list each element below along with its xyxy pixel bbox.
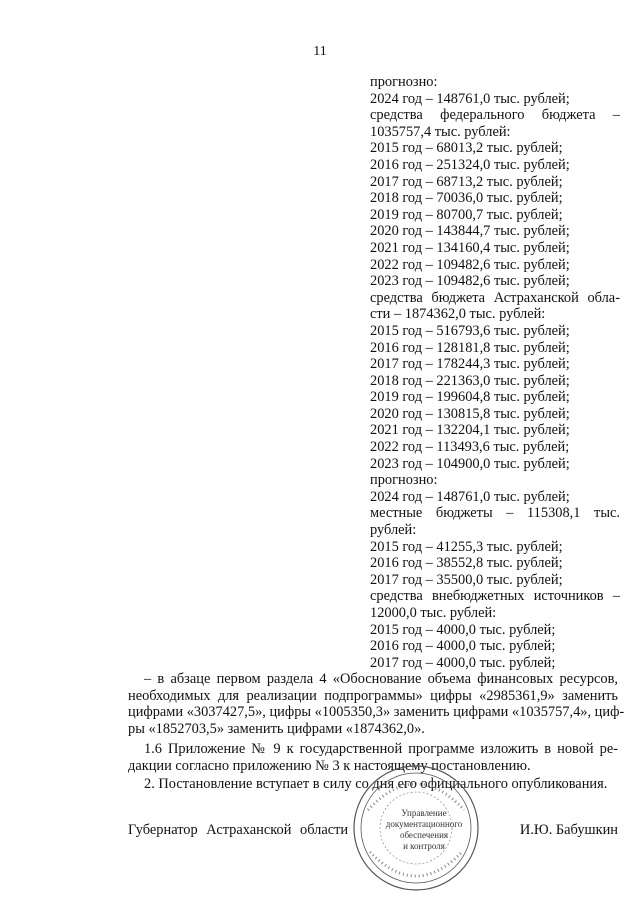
funding-line: 2015 год – 68013,2 тыс. рублей; — [370, 140, 563, 157]
funding-line: 2022 год – 109482,6 тыс. рублей; — [370, 256, 570, 273]
stamp-line: документационного — [385, 819, 463, 829]
funding-line: 2017 год – 35500,0 тыс. рублей; — [370, 571, 563, 588]
funding-line: 2016 год – 128181,8 тыс. рублей; — [370, 339, 570, 356]
stamp-text — [384, 808, 464, 852]
funding-line: 2021 год – 134160,4 тыс. рублей; — [370, 239, 570, 256]
signature-name: И.Ю. Бабушкин — [519, 822, 618, 838]
paragraph-amendment — [128, 671, 625, 737]
funding-line: сти – 1874362,0 тыс. рублей: — [370, 306, 546, 323]
paragraph-line: цифрами «3037427,5», цифры «1005350,3» заменить цифрами «1035757,4», циф- — [128, 704, 625, 721]
funding-line: средства бюджета Астраханской обла- — [370, 289, 620, 306]
paragraph-line: дакции согласно приложению № 3 к настоящему постановлению. — [128, 757, 531, 774]
funding-line: 2020 год – 130815,8 тыс. рублей; — [370, 405, 570, 422]
funding-line: 2015 год – 41255,3 тыс. рублей; — [370, 538, 563, 555]
funding-line: прогнозно: — [370, 472, 438, 489]
funding-line: 2016 год – 251324,0 тыс. рублей; — [370, 156, 570, 173]
funding-line: 2015 год – 4000,0 тыс. рублей; — [370, 621, 556, 638]
signature-position: Губернатор Астраханской области — [128, 822, 349, 838]
funding-line: 2015 год – 516793,6 тыс. рублей; — [370, 322, 570, 339]
funding-line: 2019 год – 80700,7 тыс. рублей; — [370, 206, 563, 223]
stamp-line: Управление — [401, 808, 447, 818]
funding-line: 12000,0 тыс. рублей: — [370, 605, 497, 621]
funding-line: 2023 год – 104900,0 тыс. рублей; — [370, 455, 570, 472]
funding-line: средства внебюджетных источников – — [370, 588, 620, 605]
funding-line: 2018 год – 221363,0 тыс. рублей; — [370, 372, 570, 389]
funding-line: 2016 год – 38552,8 тыс. рублей; — [370, 555, 563, 572]
funding-line: прогнозно: — [370, 74, 438, 90]
funding-line: 2017 год – 68713,2 тыс. рублей; — [370, 173, 563, 190]
funding-line: 2016 год – 4000,0 тыс. рублей; — [370, 638, 556, 655]
funding-line: 2022 год – 113493,6 тыс. рублей; — [370, 439, 570, 456]
funding-line: 2021 год – 132204,1 тыс. рублей; — [370, 422, 570, 439]
paragraph-line: необходимых для реализации подпрограммы» цифры «2985361,9» заменить — [128, 687, 618, 704]
paragraph-line: 2. Постановление вступает в силу со дня его официального опубликования. — [144, 776, 608, 792]
page-number: 11 — [313, 44, 327, 59]
stamp-line: и контроля — [403, 841, 445, 851]
funding-line: 1035757,4 тыс. рублей: — [370, 123, 511, 140]
funding-line: 2023 год – 109482,6 тыс. рублей; — [370, 273, 570, 290]
paragraph-line: – в абзаце первом раздела 4 «Обоснование объема финансовых ресурсов, — [144, 671, 618, 687]
funding-line: местные бюджеты – 115308,1 тыс. — [370, 505, 620, 522]
funding-line: 2017 год – 178244,3 тыс. рублей; — [370, 356, 570, 373]
paragraph-line: ры «1852703,5» заменить цифрами «1874362,0». — [128, 720, 425, 737]
paragraph-line: 1.6 Приложение № 9 к государственной программе изложить в новой ре- — [144, 741, 618, 757]
funding-line: 2020 год – 143844,7 тыс. рублей; — [370, 223, 570, 240]
funding-line: 2024 год – 148761,0 тыс. рублей; — [370, 90, 570, 107]
funding-line: средства федерального бюджета – — [370, 107, 620, 124]
funding-column — [370, 74, 620, 671]
funding-line: рублей: — [370, 522, 417, 539]
funding-line: 2024 год – 148761,0 тыс. рублей; — [370, 488, 570, 505]
stamp-line: обеспечения — [399, 830, 449, 840]
funding-line: 2019 год – 199604,8 тыс. рублей; — [370, 389, 570, 406]
funding-line: 2017 год – 4000,0 тыс. рублей; — [370, 654, 556, 671]
funding-line: 2018 год – 70036,0 тыс. рублей; — [370, 190, 563, 207]
